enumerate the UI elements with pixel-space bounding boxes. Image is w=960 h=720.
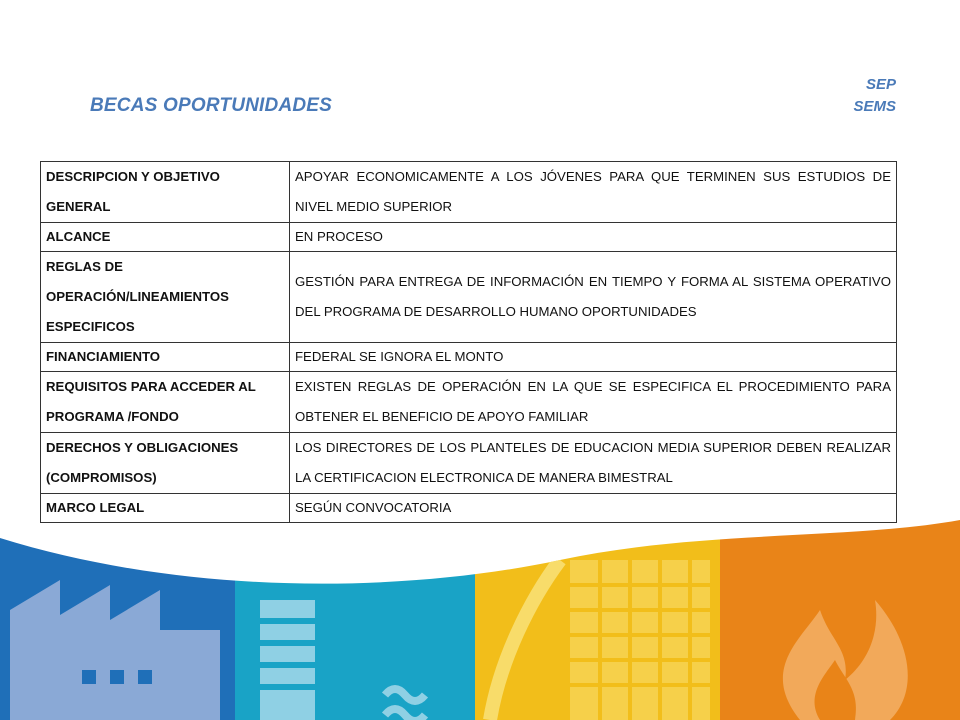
- org-line-sems: SEMS: [853, 98, 896, 115]
- row-label: ALCANCE: [41, 223, 290, 252]
- org-line-sep: SEP: [865, 76, 896, 93]
- row-value: EXISTEN REGLAS DE OPERACIÓN EN LA QUE SE ESPECIFICA EL PROCEDIMIENTO PARA OBTENER EL BENEFICIO DE APOYO FAMILIAR: [290, 372, 897, 433]
- program-info-table: [40, 161, 897, 523]
- organization-label: [853, 74, 896, 118]
- table-row: [41, 494, 897, 523]
- row-value: FEDERAL SE IGNORA EL MONTO: [290, 343, 897, 372]
- page-title: BECAS OPORTUNIDADES: [90, 95, 333, 116]
- row-label: DESCRIPCION Y OBJETIVO GENERAL: [41, 162, 290, 223]
- table-row: [41, 433, 897, 494]
- table-row: [41, 252, 897, 343]
- table-row: [41, 343, 897, 372]
- row-label: FINANCIAMIENTO: [41, 343, 290, 372]
- row-label: REQUISITOS PARA ACCEDER AL PROGRAMA /FONDO: [41, 372, 290, 433]
- row-value: LOS DIRECTORES DE LOS PLANTELES DE EDUCACION MEDIA SUPERIOR DEBEN REALIZAR LA CERTIFICACION ELECTRONICA DE MANERA BIMESTRAL: [290, 433, 897, 494]
- table-row: [41, 162, 897, 223]
- row-label: DERECHOS Y OBLIGACIONES (COMPROMISOS): [41, 433, 290, 494]
- table-row: [41, 223, 897, 252]
- row-value: APOYAR ECONOMICAMENTE A LOS JÓVENES PARA QUE TERMINEN SUS ESTUDIOS DE NIVEL MEDIO SUPERIOR: [290, 162, 897, 223]
- decorative-banner: [0, 520, 960, 720]
- row-label: REGLAS DE OPERACIÓN/LINEAMIENTOS ESPECIFICOS: [41, 252, 290, 343]
- row-label: MARCO LEGAL: [41, 494, 290, 523]
- row-value: EN PROCESO: [290, 223, 897, 252]
- row-value: SEGÚN CONVOCATORIA: [290, 494, 897, 523]
- table-row: [41, 372, 897, 433]
- row-value: GESTIÓN PARA ENTREGA DE INFORMACIÓN EN TIEMPO Y FORMA AL SISTEMA OPERATIVO DEL PROGRAMA DE DESARROLLO HUMANO OPORTUNIDADES: [290, 252, 897, 343]
